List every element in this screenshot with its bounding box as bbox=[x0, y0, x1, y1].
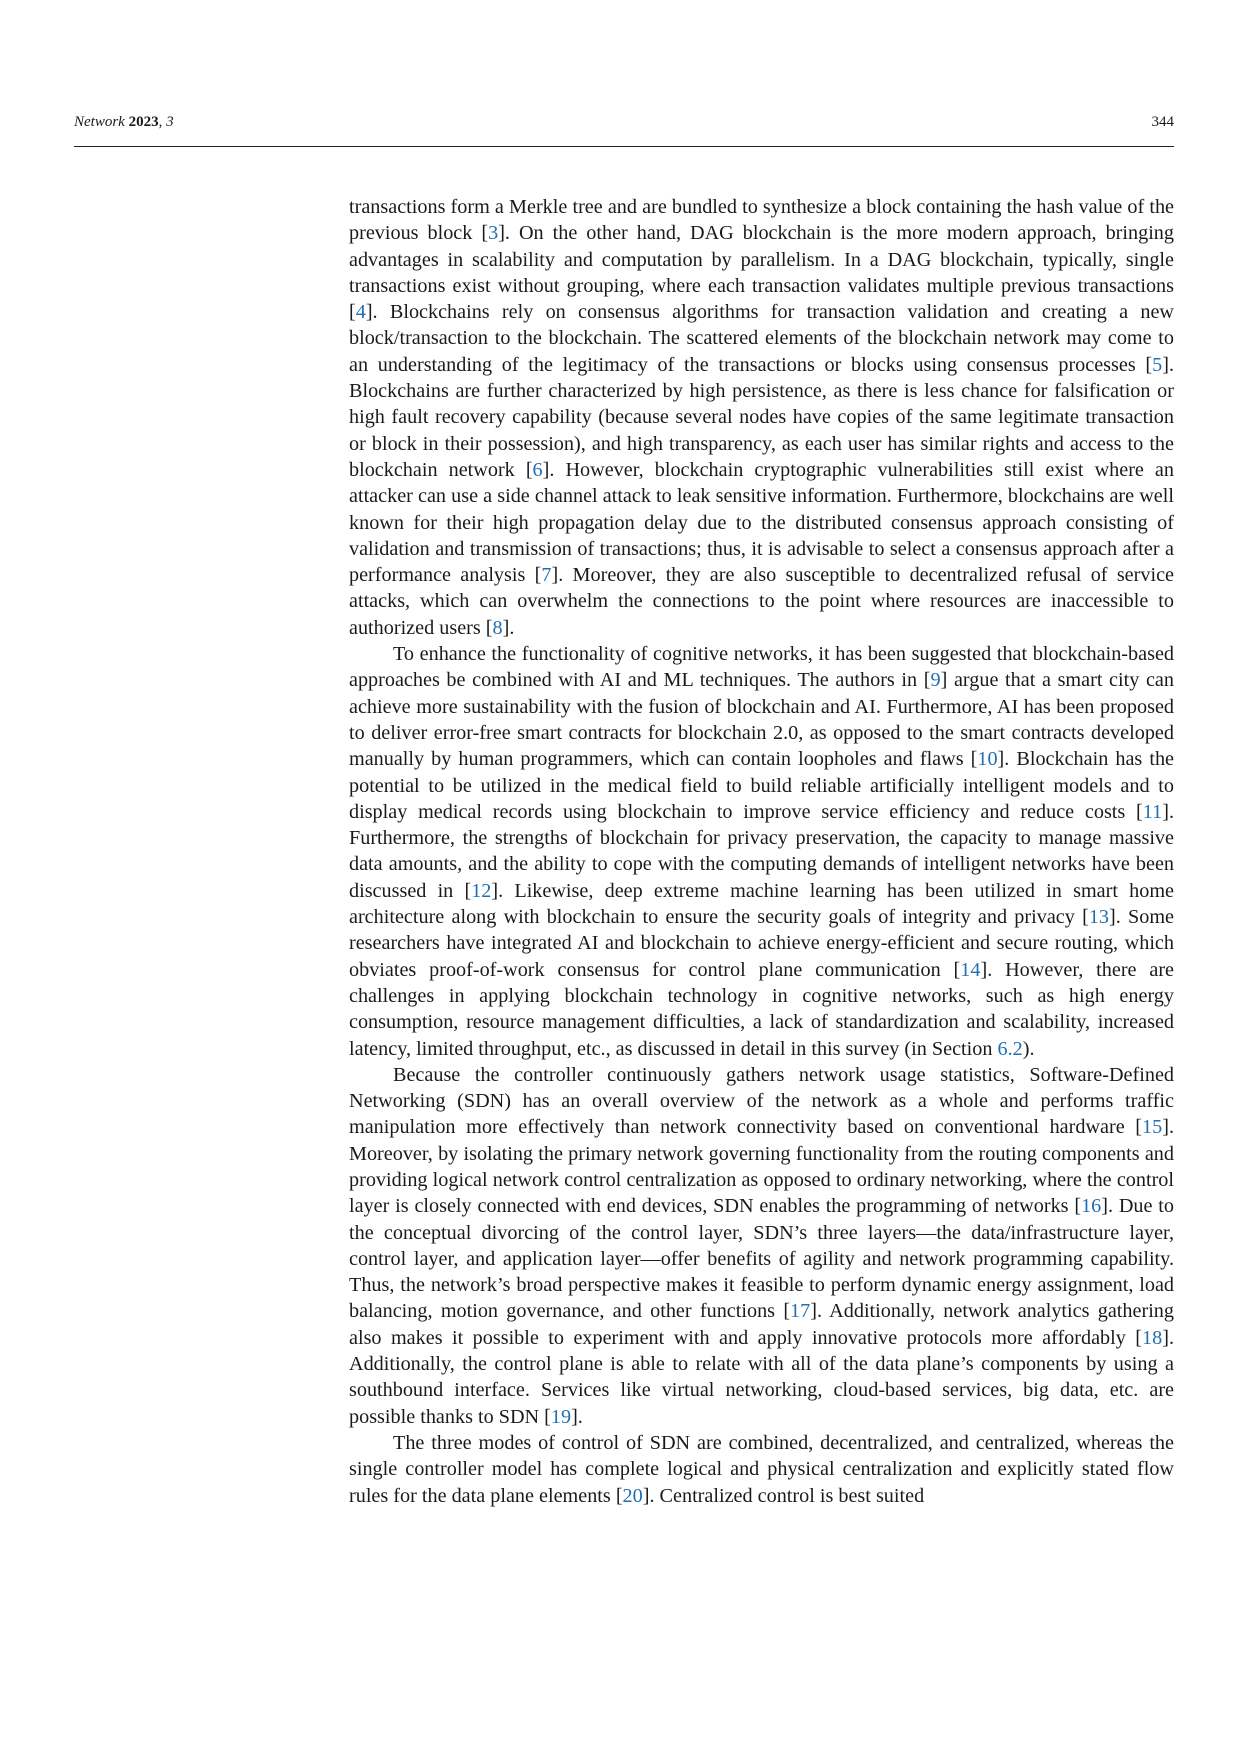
text-run: ]. Blockchains rely on consensus algorithms for transaction validation and creating a new block/transaction to the blockchain. The scattered elements of the blockchain network may come to an understanding of the legitimacy of the transactions or blocks using consensus processes [ bbox=[349, 301, 1174, 376]
text-run: To enhance the functionality of cognitive networks, it has been suggested that blockchain-based approaches be combined with AI and ML techniques. The authors in [ bbox=[349, 643, 1174, 692]
citation-link[interactable]: 18 bbox=[1142, 1326, 1163, 1349]
text-run: ). bbox=[1022, 1037, 1035, 1060]
citation-link[interactable]: 20 bbox=[622, 1484, 643, 1507]
citation-link[interactable]: 19 bbox=[550, 1405, 572, 1428]
text-run: ]. bbox=[571, 1405, 583, 1428]
text-run: ]. However, there are challenges in applying blockchain technology in cognitive networks, such as high energy consumption, resource management difficulties, a lack of standardization and scalability, increased latency, limited throughput, etc., as discussed in detail in this survey (in Section bbox=[349, 958, 1175, 1060]
text-run: ]. Centralized control is best suited bbox=[642, 1484, 925, 1507]
text-run: Because the controller continuously gathers network usage statistics, Software-Defined Networking (SDN) has an overall overview of the network as a whole and performs traffic manipulation more effectively than network connectivity based on conventional hardware [ bbox=[349, 1063, 1174, 1139]
paragraph bbox=[349, 1430, 1174, 1509]
text-run: ]. Additionally, the control plane is able to relate with all of the data plane’s components by using a southbound interface. Services like virtual networking, cloud-based services, big data, etc. are possible thanks to SDN [ bbox=[349, 1326, 1174, 1428]
text-run: The three modes of control of SDN are combined, decentralized, and centralized, whereas the single controller model has complete logical and physical centralization and explicitly stated flow rules for the data plane elements [ bbox=[349, 1431, 1174, 1507]
paragraph bbox=[349, 1062, 1174, 1430]
citation-link[interactable]: 15 bbox=[1142, 1116, 1163, 1139]
citation-link[interactable]: 13 bbox=[1088, 906, 1109, 929]
citation-link[interactable]: 14 bbox=[960, 958, 981, 981]
citation-link[interactable]: 4 bbox=[355, 301, 366, 324]
text-run: ]. Furthermore, the strengths of blockchain for privacy preservation, the capacity to manage massive data amounts, and the ability to cope with the computing demands of intelligent networks have been discussed in [ bbox=[349, 800, 1174, 902]
journal-volume: 3 bbox=[166, 114, 174, 130]
citation-link[interactable]: 17 bbox=[790, 1300, 811, 1323]
text-run: ] argue that a smart city can achieve more sustainability with the fusion of blockchain and AI. Furthermore, AI has been proposed to deliver error-free smart contracts for blockchain 2.0, as opposed to the smart contracts developed manually by human programmers, which can contain loopholes and flaws [ bbox=[349, 669, 1174, 771]
text-run: ]. However, blockchain cryptographic vulnerabilities still exist where an attacker can use a side channel attack to leak sensitive information. Furthermore, blockchains are well known for their high propagation delay due to the distributed consensus approach consisting of validation and transmission of transactions; thus, it is advisable to select a consensus approach after a performance analysis [ bbox=[349, 458, 1174, 587]
text-run: ]. Additionally, network analytics gathering also makes it possible to experiment with and apply innovative protocols more affordably [ bbox=[349, 1300, 1174, 1349]
journal-year: 2023 bbox=[128, 114, 159, 130]
text-run: ]. Due to the conceptual divorcing of the control layer, SDN’s three layers—the data/infrastructure layer, control layer, and application layer—offer benefits of agility and network programming capability. Thus, the network’s broad perspective makes it feasible to perform dynamic energy assignment, load balancing, motion governance, and other functions [ bbox=[349, 1195, 1175, 1323]
citation-link[interactable]: 7 bbox=[541, 564, 552, 587]
text-run: ]. Blockchain has the potential to be utilized in the medical field to build reliable artificially intelligent models and to display medical records using blockchain to improve service efficiency and reduce costs [ bbox=[349, 748, 1174, 823]
journal-name: Network bbox=[74, 114, 125, 130]
page-number: 344 bbox=[1151, 114, 1174, 130]
text-run: ]. Moreover, by isolating the primary network governing functionality from the routing components and providing logical network control centralization as opposed to ordinary networking, where the control layer is closely connected with end devices, SDN enables the programming of networks [ bbox=[349, 1116, 1174, 1218]
text-run: ]. Moreover, they are also susceptible to decentralized refusal of service attacks, which can overwhelm the connections to the point where resources are inaccessible to authorized users [ bbox=[349, 564, 1174, 639]
citation-link[interactable]: 9 bbox=[930, 669, 941, 692]
text-run: ]. Blockchains are further characterized by high persistence, as there is less chance for falsification or high fault recovery capability (because several nodes have copies of the same legitimate transaction or block in their possession), and high transparency, as each user has similar rights and access to the blockchain network [ bbox=[349, 353, 1174, 481]
running-header bbox=[74, 114, 1174, 147]
citation-link[interactable]: 5 bbox=[1152, 353, 1163, 376]
citation-link[interactable]: 6 bbox=[532, 458, 543, 481]
text-run: ]. Likewise, deep extreme machine learning has been utilized in smart home architecture along with blockchain to ensure the security goals of integrity and privacy [ bbox=[349, 879, 1174, 929]
citation-link[interactable]: 6.2 bbox=[997, 1037, 1023, 1060]
citation-link[interactable]: 12 bbox=[471, 879, 492, 902]
citation-link[interactable]: 11 bbox=[1142, 800, 1163, 823]
journal-citation: Network 2023, 3 bbox=[74, 114, 174, 130]
text-run: transactions form a Merkle tree and are bundled to synthesize a block containing the hash value of the previous block [ bbox=[349, 196, 1174, 245]
citation-link[interactable]: 10 bbox=[977, 748, 998, 771]
text-run: ]. On the other hand, DAG blockchain is the more modern approach, bringing advantages in scalability and computation by parallelism. In a DAG blockchain, typically, single transactions exist without grouping, where each transaction validates multiple previous transactions [ bbox=[349, 222, 1174, 324]
text-run: ]. Some researchers have integrated AI and blockchain to achieve energy-efficient and secure routing, which obviates proof-of-work consensus for control plane communication [ bbox=[349, 906, 1174, 981]
citation-link[interactable]: 8 bbox=[492, 616, 503, 639]
paragraph bbox=[349, 194, 1174, 641]
paragraph bbox=[349, 641, 1174, 1062]
citation-link[interactable]: 16 bbox=[1081, 1195, 1102, 1218]
body-text bbox=[349, 194, 1174, 1509]
citation-link[interactable]: 3 bbox=[488, 222, 499, 245]
text-run: ]. bbox=[502, 616, 515, 639]
